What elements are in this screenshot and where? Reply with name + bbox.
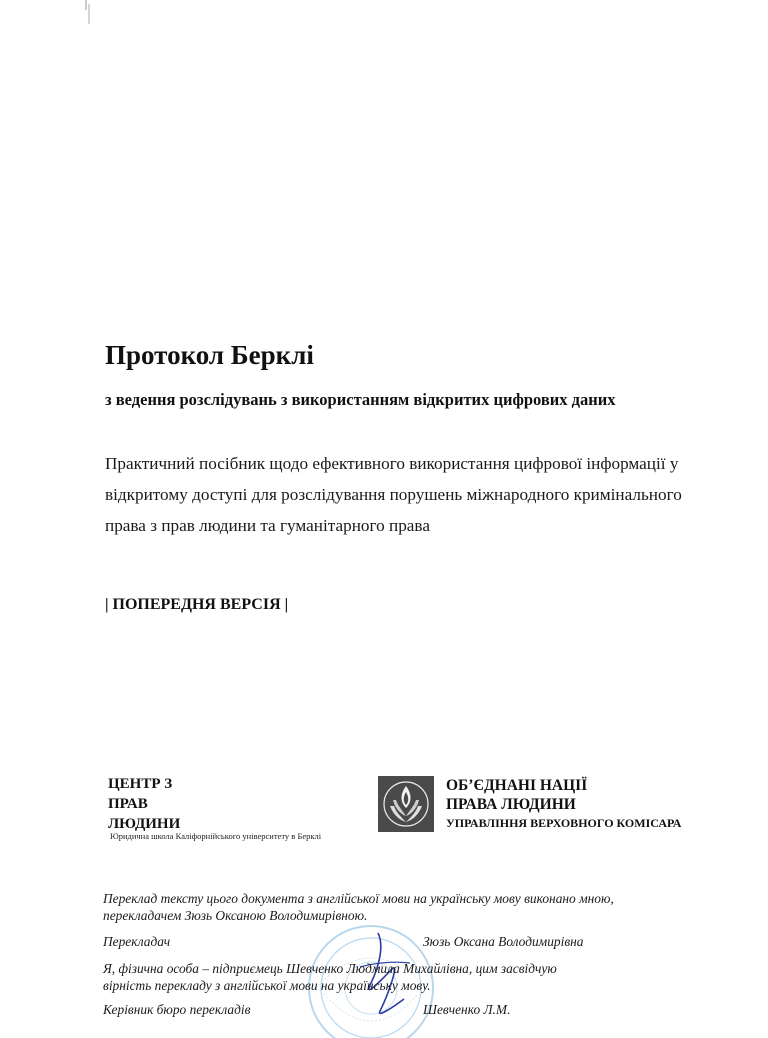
- hrc-logo-subtitle: Юридична школа Каліфорнійського університету в Берклі: [110, 831, 322, 841]
- attestation-statement: вірність перекладу з англійської мови на українську мову.: [103, 978, 431, 993]
- certification-statement: перекладачем Зюзь Оксаною Володимирівною.: [103, 908, 368, 923]
- bureau-head-label: Керівник бюро перекладів: [103, 1002, 251, 1017]
- version-label: | ПОПЕРЕДНЯ ВЕРСІЯ |: [105, 596, 289, 613]
- description-line: Практичний посібник щодо ефективного використання цифрової інформації у: [105, 454, 679, 473]
- document-subtitle: з ведення розслідувань з використанням відкритих цифрових даних: [105, 390, 616, 409]
- document-description: [105, 448, 765, 541]
- un-logo-text: [446, 776, 681, 831]
- description-line: права з прав людини та гуманітарного права: [105, 516, 430, 535]
- attestation-statement: Я, фізична особа – підприємець Шевченко Людмила Михайлівна, цим засвідчую: [103, 961, 557, 976]
- description-line: відкритому доступі для розслідування порушень міжнародного кримінального: [105, 485, 682, 504]
- hrc-logo-line: ПРАВ: [108, 796, 148, 812]
- hrc-logo-line: ЦЕНТР З: [108, 776, 173, 792]
- un-logo-line: УПРАВЛІННЯ ВЕРХОВНОГО КОМІСАРА: [446, 816, 682, 830]
- translator-name: Зюзь Оксана Володимирівна: [423, 934, 584, 949]
- hrc-logo-line: ЛЮДИНИ: [108, 816, 181, 832]
- hrc-logo: [108, 774, 180, 834]
- scan-artifact: [80, 0, 94, 30]
- un-logo-line: ОБ’ЄДНАНІ НАЦІЇ: [446, 777, 588, 794]
- translator-label: Перекладач: [103, 934, 171, 949]
- un-logo-line: ПРАВА ЛЮДИНИ: [446, 796, 576, 813]
- document-title: Протокол Берклі: [105, 340, 314, 370]
- certification-statement: Переклад тексту цього документа з англійської мови на українську мову виконано мною,: [103, 891, 614, 906]
- un-human-rights-emblem-icon: [378, 776, 434, 832]
- bureau-head-name: Шевченко Л.М.: [423, 1002, 511, 1017]
